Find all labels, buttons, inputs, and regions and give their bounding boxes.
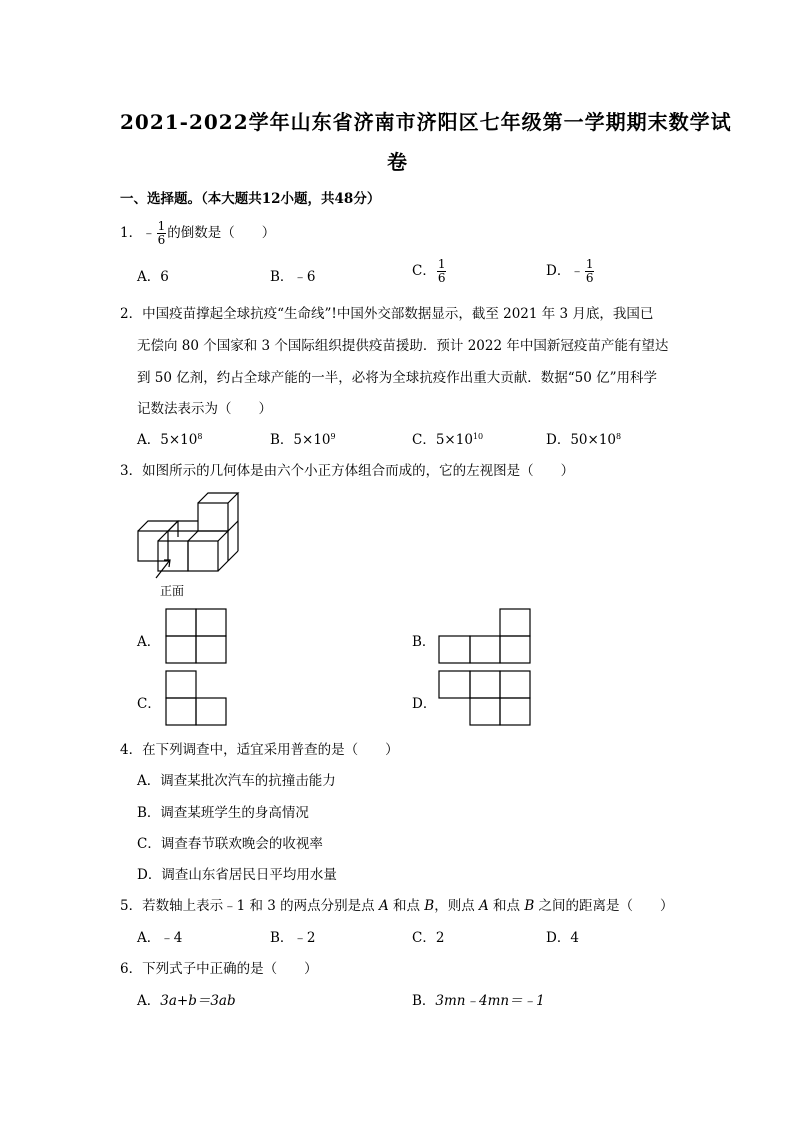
question-2-line3: 到 50 亿剂，约占全球产能的一半，必将为全球抗疫作出重大贡献．数据“50 亿”用科学 bbox=[137, 370, 658, 386]
option-b: B．﹣2 bbox=[270, 930, 316, 946]
option-a: A． bbox=[137, 634, 161, 650]
question-2-line1: 2．中国疫苗撑起全球抗疫“生命线”!中国外交部数据显示，截至 2021 年 3 月底，我国已 bbox=[120, 306, 654, 322]
option-c: C． bbox=[137, 696, 161, 712]
page-title-line2: 卷 bbox=[387, 150, 408, 174]
fraction: $\frac{1}{6}$ bbox=[157, 219, 166, 247]
question-number: 1． bbox=[120, 225, 143, 241]
option-b: B．3mn﹣4mn＝﹣1 bbox=[412, 993, 545, 1009]
question-stem: 下列式子中正确的是（ ） bbox=[142, 961, 318, 977]
option-d: D．4 bbox=[546, 930, 579, 946]
option-a: A．调查某批次汽车的抗撞击能力 bbox=[137, 773, 336, 789]
option-a: A．﹣4 bbox=[137, 930, 183, 946]
option-b: B．﹣6 bbox=[270, 269, 316, 285]
question-2-line4: 记数法表示为（ ） bbox=[137, 401, 272, 417]
option-c: C．2 bbox=[412, 930, 445, 946]
option-b: B．$5\times 10^9$ bbox=[270, 432, 336, 448]
question-4 bbox=[120, 738, 399, 758]
question-stem: 在下列调查中，适宜采用普查的是（ ） bbox=[142, 742, 399, 758]
question-number: 2． bbox=[120, 306, 143, 322]
question-2-line2: 无偿向 80 个国家和 3 个国际组织提供疫苗援助．预计 2022 年中国新冠疫苗产能有望达 bbox=[137, 338, 669, 354]
option-c: C． $\frac{1}{6}$ bbox=[412, 257, 446, 285]
question-number: 4． bbox=[120, 742, 143, 758]
figure-label: 正面 bbox=[160, 584, 185, 598]
question-stem: 的倒数是（ ） bbox=[167, 225, 276, 241]
option-d: D． bbox=[412, 696, 437, 712]
option-a: A．3a+b＝3ab bbox=[137, 993, 236, 1009]
option-c: C．调查春节联欢晚会的收视率 bbox=[137, 836, 323, 852]
question-1: 1．﹣ $\frac{1}{6}$ 的倒数是（ ） bbox=[120, 219, 276, 247]
question-number: 5． bbox=[120, 898, 143, 914]
question-stem: 如图所示的几何体是由六个小正方体组合而成的，它的左视图是（ ） bbox=[142, 463, 575, 479]
option-a: A．$5\times 10^8$ bbox=[137, 432, 203, 448]
question-number: 6． bbox=[120, 961, 143, 977]
option-d: D．﹣ $\frac{1}{6}$ bbox=[546, 257, 594, 285]
option-c: C．$5\times 10^{10}$ bbox=[412, 432, 484, 448]
option-d: D．$50\times 10^8$ bbox=[546, 432, 622, 448]
question-number: 3． bbox=[120, 463, 143, 479]
question-6 bbox=[120, 957, 318, 977]
option-b: B．调查某班学生的身高情况 bbox=[137, 805, 309, 821]
option-a: A．6 bbox=[137, 269, 169, 285]
question-5: 5．若数轴上表示﹣1 和 3 的两点分别是点 A 和点 B，则点 A 和点 B 之间的距离是（ ） bbox=[120, 898, 674, 914]
option-b: B． bbox=[412, 634, 436, 650]
option-d: D．调查山东省居民日平均用水量 bbox=[137, 867, 337, 883]
section-heading: 一、选择题。（本大题共12小题，共48分） bbox=[120, 191, 381, 207]
page-title-line1: 2021-2022学年山东省济南市济阳区七年级第一学期期末数学试 bbox=[120, 110, 732, 134]
